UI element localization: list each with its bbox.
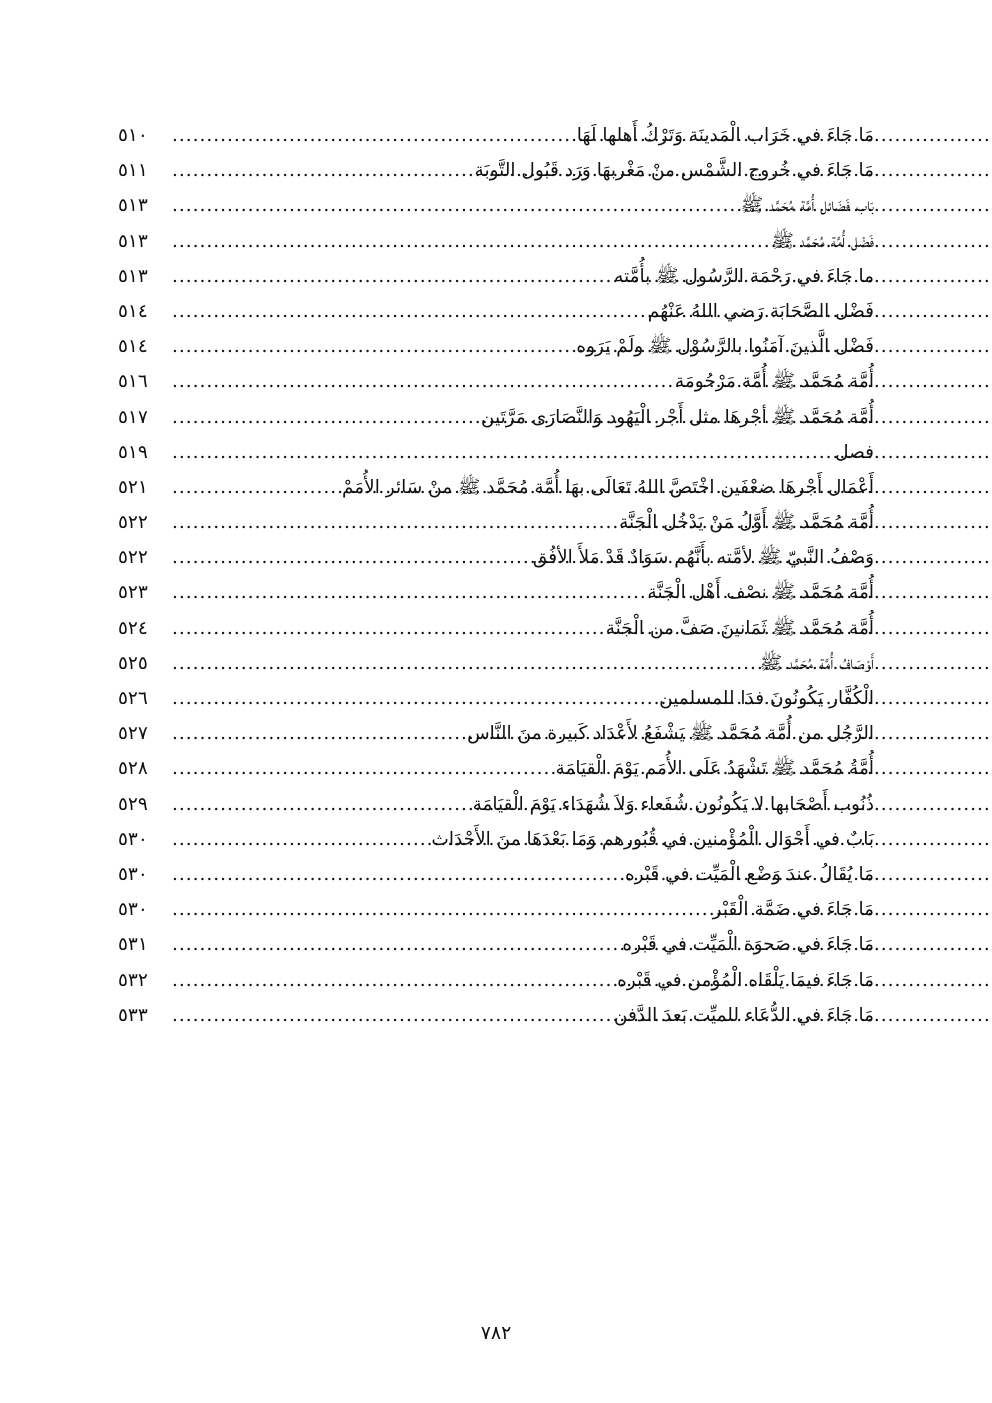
toc-entry-title: الْكُفَّار يَكُونُونَ فدَا للمسلمين [659,688,874,709]
toc-entry [118,927,874,962]
toc-entry-page: ٥١١ [118,160,148,182]
toc-entry-title: أَوْصَافُ أُمَّة مُحَمَّد ﷺ [759,652,874,674]
toc-entry [118,892,874,927]
toc-entry [118,575,874,610]
dot-leader [172,435,833,470]
toc-entry [118,751,874,786]
toc-entry-page: ٥١٤ [118,300,148,322]
toc-entry-page: ٥٢٣ [118,582,148,604]
toc-entry [118,364,874,399]
dot-leader [172,611,604,646]
toc-entry-page: ٥١٦ [118,371,148,393]
toc-entry-page: ٥٣١ [118,934,148,956]
toc-entry-page: ٥١٩ [118,441,148,463]
toc-entry-page: ٥٢٩ [118,793,148,815]
toc-entry [118,153,874,188]
toc-entry [118,329,874,364]
toc-entry-title: أُمَّةُ مُحَمَّد ﷺ تَشْهَدُ عَلَى الأُمَم يَوْمَ الْقيَامَة [555,758,874,780]
dot-leader [172,998,612,1033]
toc-entry-title: وَصْفُ النَّبيّ ﷺ لأمَّته بأَنَّهُم سَوَادٌ قَدْ مَلأَ الأفُق [532,547,874,569]
toc-entry [118,188,874,223]
toc-entry-page: ٥٣٢ [118,969,148,991]
dot-leader [172,787,471,822]
toc-entry [118,540,874,575]
toc-entry-page: ٥٣٠ [118,828,148,850]
toc-entry-page: ٥٢٢ [118,512,148,534]
toc-entry [118,787,874,822]
toc-entry-page: ٥١٤ [118,336,148,358]
toc-entry [118,505,874,540]
toc-entry-page: ٥١٣ [118,230,148,252]
toc-entry [118,963,874,998]
toc-entry [118,294,874,329]
dot-leader [172,364,673,399]
toc-entry-title: فَضْل الَّذينَ آمَنُوا بالرَّسُوْل ﷺ ولَمْ يَرَوه [576,336,874,358]
toc-entry-title: مَا جَاءَ في خَرَاب الْمَدينَة وَتَرْكُ أَهلها لَهَا [576,125,874,146]
toc-entry-page: ٥٢٥ [118,652,148,674]
toc-entry-page: ٥٢٧ [118,723,148,745]
toc-entry-page: ٥٣٣ [118,1004,148,1026]
toc-entry-title: أُمَّة مُحَمَّد ﷺ نصْف أَهْل الْجَنَّة [647,582,874,604]
dot-leader [172,224,769,259]
dot-leader [172,153,473,188]
toc-entry-page: ٥٢٢ [118,547,148,569]
dot-leader [172,751,554,786]
toc-entry-title: مَا جَاءَ في خُروج الشَّمْس منْ مَغْربهَا وَرَد قَبُول التَّوبَة [474,160,874,182]
toc-entry [118,716,874,751]
toc-entry-title: فَضْل الصَّحَابَة رَضي اللهُ عَنْهُم [647,300,874,322]
toc-entry-page: ٥١٧ [118,406,148,428]
toc-entry-title: ما جَاءَ في رَحْمَة الرَّسُول ﷺ بأُمَّته [614,265,874,287]
toc-entry [118,470,874,505]
toc-entry-page: ٥٣٠ [118,863,148,885]
toc-entry [118,224,874,259]
dot-leader [172,540,531,575]
toc-entry-title: أُمَّة مُحَمَّد ﷺ ثَمَانينَ صَفَّ من الْجَنَّة [605,617,874,639]
toc-entry-title: أَعْمَال أَجْرهَا ضعْفَين اخْتَصَّ اللهُ تَعَالَى بهَا أُمَّة مُحَمَّد ﷺ منْ سَائر الأُمَمْ [341,476,874,498]
dot-leader [172,927,620,962]
toc-entry-page: ٥٢٦ [118,688,148,709]
toc-entry [118,681,874,716]
toc-entry-title: مَا يُقَالُ عندَ وَضْع الْمَيِّت في قَبْره [624,863,874,885]
toc-entry [118,400,874,435]
dot-leader [172,329,574,364]
toc-entry-title: بَاب فَضَائل أُمَّة مُحَمَّد ﷺ [740,195,874,217]
toc-entry-title: ذُنُوب أَصْحَابها لا يَكُونُون شُفَعاء وَلاَ شُهَدَاء يَوْمَ الْقيَامَة [472,793,874,815]
toc-entry-title: بَابٌ في أَحْوَال الْمُؤْمنين في قُبُورهم وَمَا بَعْدَهَا منَ الأَحْدَاث [431,828,874,850]
toc-entry-title: أُمَّة مُحَمَّد ﷺ أُمَّة مَرْحُومَة [674,371,874,393]
page-number: ٧٨٢ [480,1322,512,1344]
toc-entry [118,611,874,646]
toc-entry-page: ٥٣٠ [118,899,148,921]
toc-entry-page: ٥١٣ [118,195,148,217]
toc-entry-title: أُمَّة مُحَمَّد ﷺ أجْرهَا مثل أَجْر الْيَهُود وَالنَّصَارَى مَرَّتَين [480,406,874,428]
toc-entry-page: ٥١٣ [118,265,148,287]
dot-leader [172,681,657,716]
toc-entry-page: ٥٢٨ [118,758,148,780]
toc-entry [118,857,874,892]
toc-entry-page: ٥٢١ [118,476,148,498]
toc-entry-title: مَا جَاءَ في ضَمَّة الْقَبْر [712,899,874,921]
toc-entry-title: مَا جَاءَ في صَحوَة الْمَيِّت في قَبْره [622,934,874,956]
toc-entry [118,259,874,294]
dot-leader [172,259,612,294]
dot-leader [172,188,739,223]
toc-entry [118,646,874,681]
toc-entry-title: فَضْل أُمَّة مُحَمَّد ﷺ [771,230,874,252]
toc-entry [118,822,874,857]
dot-leader [172,716,465,751]
toc-entry [118,998,874,1033]
toc-entry-title: فصل [835,441,874,463]
dot-leader [172,646,758,681]
table-of-contents [118,118,874,1033]
toc-entry-title: أُمَّة مُحَمَّد ﷺ أَوَّلُ مَنْ يَدْخُل الْجَنَّة [619,512,874,534]
toc-entry [118,435,874,470]
dot-leader [172,857,623,892]
toc-entry-title: مَا جَاءَ في الدُّعَاء للميِّت بَعدَ الدَّفن [613,1004,874,1026]
toc-entry-page: ٥١٠ [118,125,148,146]
toc-entry-title: الرَّجُل من أُمَّة مُحَمَّد ﷺ يَشْفَعُ لأَعْدَاد كَبيرة منَ النَّاس [467,723,874,745]
dot-leader [172,963,615,998]
dot-leader [172,400,479,435]
dot-leader [172,892,711,927]
dot-leader [172,118,575,153]
dot-leader [172,505,617,540]
dot-leader [172,294,646,329]
dot-leader [172,470,340,505]
toc-entry-title: مَا جَاءَ فيمَا يَلْقَاه الْمُؤْمن في قَبْره [617,969,874,991]
toc-entry-page: ٥٢٤ [118,617,148,639]
toc-entry [118,118,874,153]
dot-leader [172,575,646,610]
dot-leader [172,822,429,857]
